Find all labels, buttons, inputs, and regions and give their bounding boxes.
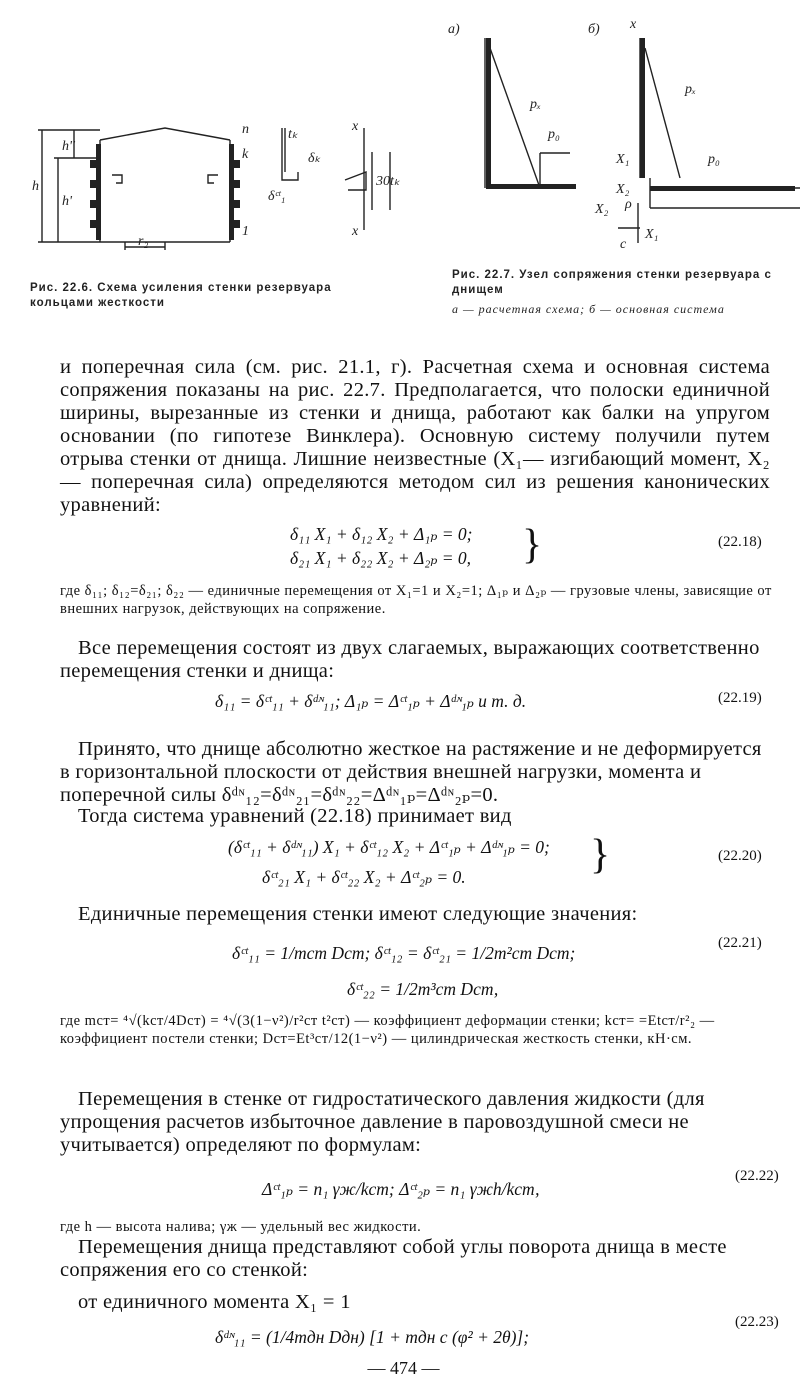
eq-22-19-number: (22.19) (718, 690, 762, 706)
fig227-label-x: x (630, 17, 637, 32)
fig227-label-px-a: pₓ (530, 97, 541, 112)
fig227-subcaption: а — расчетная схема; б — основная система (452, 302, 725, 316)
page-number: — 474 — (367, 1358, 440, 1378)
eq-22-21-number: (22.21) (718, 935, 762, 951)
paragraph-unit-moment: от единичного момента X₁ = 1 (78, 1291, 351, 1313)
note-deltas: где δ₁₁; δ₁₂=δ₂₁; δ₂₂ — единичные перемещения от X₁=1 и X₂=1; Δ₁ₚ и Δ₂ₚ — грузовые члены, зависящие от внешних нагрузок, действующих на сопряжение. (60, 583, 772, 617)
fig227-label-p0-a: p₀ (548, 127, 560, 142)
fig226-label-x-top: x (352, 119, 359, 134)
paragraph-intro: и поперечная сила (см. рис. 21.1, г). Расчетная схема и основная система сопряжения показаны на рис. 22.7. Предполагается, что полоски единичной ширины, вырезанные из стенки и днища, работают как балки на упругом основании (по гипотезе Винклера). Основную систему получили путем отрыва стенки от днища. Лишние неизвестные (X₁— изгибающий момент, X₂— поперечная сила) определяются методом сил из решения канонических уравнений: (60, 356, 770, 516)
fig227-label-c: c (620, 237, 627, 252)
eq-22-19: δ₁₁ = δᶜᵗ₁₁ + δᵈᶰ₁₁; Δ₁ₚ = Δᶜᵗ₁ₚ + Δᵈᶰ₁ₚ и т. д. (215, 691, 527, 711)
paragraph-unit-displacements: Единичные перемещения стенки имеют следующие значения: (78, 903, 638, 925)
fig226-label-one: 1 (242, 224, 249, 239)
eq-22-22: Δᶜᵗ₁ₚ = n₁ γж/kст; Δᶜᵗ₂ₚ = n₁ γжh/kст, (262, 1179, 540, 1199)
eq-22-21-line1: δᶜᵗ₁₁ = 1/mст Dст; δᶜᵗ₁₂ = δᶜᵗ₂₁ = 1/2m²ст Dст; (232, 943, 576, 963)
eq-22-18-line2: δ₂₁ X₁ + δ₂₂ X₂ + Δ₂ₚ = 0, (290, 548, 472, 568)
eq-22-20-line1: (δᶜᵗ₁₁ + δᵈᶰ₁₁) X₁ + δᶜᵗ₁₂ X₂ + Δᶜᵗ₁ₚ + Δᵈᶰ₁ₚ = 0; (228, 837, 550, 857)
fig226-label-h1: h' (62, 194, 72, 209)
fig226-label-30tk: 30tₖ (376, 174, 400, 189)
eq-22-20-line2: δᶜᵗ₂₁ X₁ + δᶜᵗ₂₂ X₂ + Δᶜᵗ₂ₚ = 0. (262, 867, 466, 887)
paragraph-hydrostatic: Перемещения в стенке от гидростатического давления жидкости (для упрощения расчетов избыточное давление в паровоздушной смеси не учитывается) определяют по формулам: (60, 1088, 705, 1156)
fig226-label-h2: h'' (62, 139, 75, 154)
fig226-label-dk: δₖ (308, 151, 321, 166)
note-coefficients: где mст= ⁴√(kст/4Dст) = ⁴√(3(1−ν²)/r²ст t²ст) — коэффициент деформации стенки; kст= =Etст/r²₂ — коэффициент постели стенки; Dст=Et³ст/12(1−ν²) — цилиндрическая жесткость стенки, кН·см. (60, 1013, 715, 1047)
eq-22-20-number: (22.20) (718, 848, 762, 864)
eq-22-23: δᵈᶰ₁₁ = (1/4mдн Dдн) [1 + mдн c (φ² + 2θ)]; (215, 1327, 530, 1347)
fig226-label-n: n (242, 122, 249, 137)
fig226-caption: Рис. 22.6. Схема усиления стенки резервуара кольцами жесткости (30, 282, 332, 309)
paragraph-system: Тогда система уравнений (22.18) принимает вид (78, 805, 512, 827)
eq-22-18-brace: } (522, 522, 543, 568)
fig226-label-tk: tₖ (288, 127, 298, 142)
paragraph-rigid-bottom: Принято, что днище абсолютно жесткое на растяжение и не деформируется в горизонтальной плоскости от действия внешней нагрузки, момента и поперечной силы δᵈᶰ₁₂=δᵈᶰ₂₁=δᵈᶰ₂₂=Δᵈᶰ₁ₚ=Δᵈᶰ₂ₚ=0. (60, 738, 762, 806)
fig227-label-X1: X₁ (616, 152, 630, 167)
fig227-label-rho: ρ (625, 197, 632, 212)
note-height: где h — высота налива; γж — удельный вес жидкости. (60, 1219, 422, 1235)
paragraph-displacements: Все перемещения состоят из двух слагаемых, выражающих соответственно перемещения стенки и днища: (60, 637, 760, 682)
fig227-label-X1b: X₁ (645, 227, 659, 242)
eq-22-23-number: (22.23) (735, 1314, 779, 1330)
fig227-label-px-b: pₓ (685, 82, 696, 97)
eq-22-18-number: (22.18) (718, 534, 762, 550)
fig226-label-dst: δᶜᵗ₁ (268, 189, 286, 204)
eq-22-22-number: (22.22) (735, 1168, 779, 1184)
paragraph-bottom-displacements: Перемещения днища представляют собой углы поворота днища в месте сопряжения его со стенкой: (60, 1236, 727, 1281)
eq-22-20-brace: } (590, 832, 611, 878)
fig226-label-x-bot: x (352, 224, 359, 239)
fig227-label-X2b: X₂ (595, 202, 609, 217)
eq-22-18-line1: δ₁₁ X₁ + δ₁₂ X₂ + Δ₁ₚ = 0; (290, 524, 473, 544)
eq-22-21-line2: δᶜᵗ₂₂ = 1/2m³ст Dст, (347, 979, 499, 999)
fig226-label-h: h (32, 179, 39, 194)
fig227-label-b: б) (588, 22, 600, 37)
fig227-label-p0-b: p₀ (708, 152, 720, 167)
figure-22-6 (30, 100, 420, 260)
fig226-label-r2: r₂ (138, 234, 149, 249)
fig227-label-a: а) (448, 22, 460, 37)
fig226-label-k: k (242, 147, 249, 162)
fig227-label-X2: X₂ (616, 182, 630, 197)
figure-22-7 (440, 8, 800, 260)
fig227-caption: Рис. 22.7. Узел сопряжения стенки резервуара с днищем (452, 269, 772, 296)
